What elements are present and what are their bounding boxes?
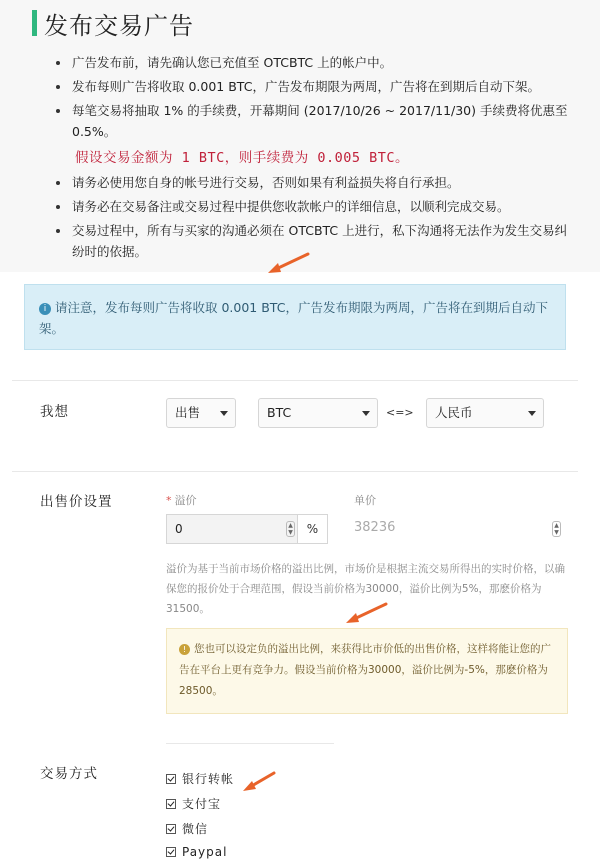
warning-text: 您也可以设定负的溢出比例，来获得比市价低的出售价格，这样将能让您的广告在平台上更有竞争力。假设当前价格为30000，溢价比例为-5%，那麽价格为28500。	[179, 643, 551, 697]
unit-price-stepper[interactable]: ▲ ▼	[552, 521, 561, 537]
notice-item: 交易过程中，所有与买家的沟通必须在 OTCBTC 上进行，私下沟通将无法作为发生交易纠纷时的依据。	[50, 220, 570, 262]
page-title: 发布交易广告	[44, 12, 194, 40]
notice-item: 每笔交易将抽取 1% 的手续费，开幕期间 (2017/10/26 ~ 2017/11/30) 手续费将优惠至 0.5%。	[50, 100, 570, 142]
coin-value: BTC	[267, 405, 292, 420]
coin-select[interactable]	[258, 398, 378, 428]
title-accent-bar	[32, 10, 37, 36]
caret-down-icon	[528, 411, 536, 416]
notice-list	[50, 52, 570, 145]
price-label: 出售价设置	[40, 494, 113, 510]
warning-alert	[166, 628, 568, 714]
premium-stepper[interactable]: ▲ ▼	[286, 521, 295, 537]
notice-item: 请务必在交易备注或交易过程中提供您收款帐户的详细信息，以顺利完成交易。	[50, 196, 570, 217]
payment-label: 交易方式	[40, 766, 98, 782]
info-text: 请注意，发布每则广告将收取 0.001 BTC，广告发布期限为两周，广告将在到期后自动下架。	[39, 300, 548, 336]
divider	[12, 380, 578, 381]
caret-down-icon	[362, 411, 370, 416]
annotation-arrow-icon	[340, 600, 390, 626]
premium-help-text: 溢价为基于当前市场价格的溢出比例，市场价是根据主流交易所得出的实时价格，以确保您的报价处于合理范围，假设当前价格为30000，溢价比例为5%，那麽价格为31500。	[166, 563, 565, 615]
checkbox-checked[interactable]	[166, 847, 176, 857]
premium-input[interactable]	[166, 514, 298, 544]
currency-select[interactable]	[426, 398, 544, 428]
premium-label: * 溢价	[166, 494, 197, 507]
notice-item: 请务必使用您自身的帐号进行交易，否则如果有利益损失将自行承担。	[50, 172, 570, 193]
annotation-arrow-icon	[238, 770, 278, 794]
checkbox-checked[interactable]	[166, 774, 176, 784]
caret-down-icon	[220, 411, 228, 416]
percent-addon: %	[298, 514, 328, 544]
notice-item: 广告发布前，请先确认您已充值至 OTCBTC 上的帐户中。	[50, 52, 570, 73]
unit-price-placeholder: 38236	[354, 520, 396, 535]
unit-price-label: 单价	[354, 494, 376, 507]
divider	[166, 743, 334, 744]
info-alert	[24, 284, 566, 350]
action-select[interactable]	[166, 398, 236, 428]
want-label: 我想	[40, 404, 69, 420]
action-value: 出售	[175, 405, 201, 420]
swap-indicator: <=>	[386, 406, 414, 419]
payment-option-wechat[interactable]: 微信	[166, 820, 208, 837]
unit-price-input[interactable]	[346, 514, 568, 544]
payment-option-bank[interactable]: 银行转帐	[166, 770, 234, 787]
warning-icon: !	[179, 644, 190, 655]
currency-value: 人民币	[435, 405, 473, 420]
payment-option-paypal[interactable]: Paypal	[166, 845, 227, 859]
fee-example: 假设交易金额为 1 BTC，则手续费为 0.005 BTC。	[75, 150, 410, 166]
divider	[12, 471, 578, 472]
notice-item: 发布每则广告将收取 0.001 BTC，广告发布期限为两周，广告将在到期后自动下架。	[50, 76, 570, 97]
checkbox-checked[interactable]	[166, 799, 176, 809]
annotation-arrow-icon	[262, 250, 312, 276]
info-icon: i	[39, 303, 51, 315]
premium-value: 0	[175, 522, 183, 536]
checkbox-checked[interactable]	[166, 824, 176, 834]
payment-option-alipay[interactable]: 支付宝	[166, 795, 221, 812]
